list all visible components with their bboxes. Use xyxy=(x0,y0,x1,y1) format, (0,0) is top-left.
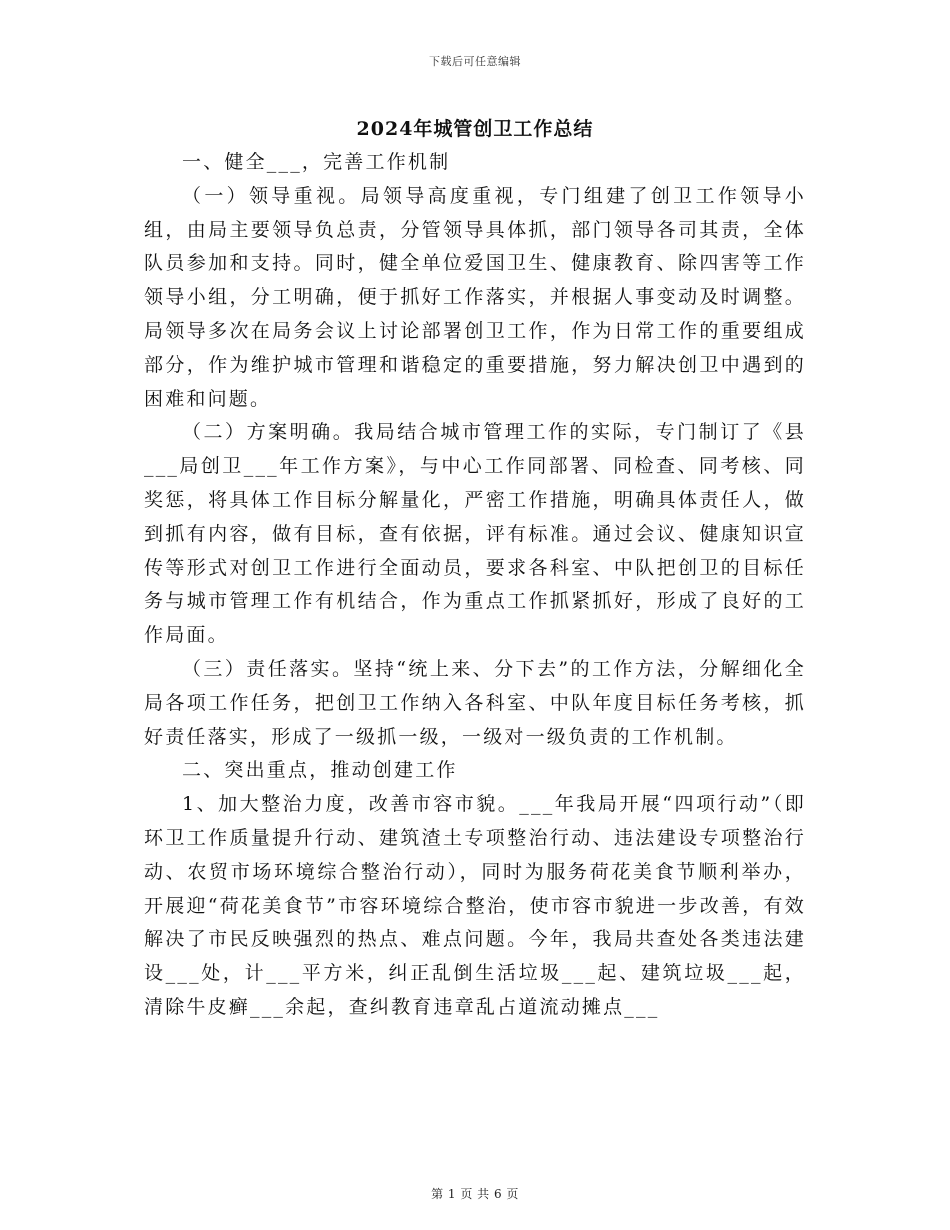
document-body xyxy=(144,146,806,1025)
document-title: 2024年城管创卫工作总结 xyxy=(356,118,594,140)
section-heading-2: 二、突出重点，推动创建工作 xyxy=(182,759,458,782)
paragraph-responsibility: （三）责任落实。坚持“统上来、分下去”的工作方法，分解细化全局各项工作任务，把创卫工作纳入各科室、中队年度目标任务考核，抓好责任落实，形成了一级抓一级，一级对一级负责的工作机制。 xyxy=(144,657,806,748)
section-heading-1: 一、健全___，完善工作机制 xyxy=(182,151,451,173)
page-footer: 第 1 页 共 6 页 xyxy=(431,1187,519,1201)
paragraph-leadership: （一）领导重视。局领导高度重视，专门组建了创卫工作领导小组，由局主要领导负总责，分管领导具体抓，部门领导各司其责，全体队员参加和支持。同时，健全单位爱国卫生、健康教育、除四害等工作领导小组，分工明确，便于抓好工作落实，并根据人事变动及时调整。局领导多次在局务会议上讨论部署创卫工作，作为日常工作的重要组成部分，作为维护城市管理和谐稳定的重要措施，努力解决创卫中遇到的困难和问题。 xyxy=(144,184,806,410)
paragraph-plan: （二）方案明确。我局结合城市管理工作的实际，专门制订了《县___局创卫___年工作方案》，与中心工作同部署、同检查、同考核、同奖惩，将具体工作目标分解量化，严密工作措施，明确具体责任人，做到抓有内容，做有目标，查有依据，评有标准。通过会议、健康知识宣传等形式对创卫工作进行全面动员，要求各科室、中队把创卫的目标任务与城市管理工作有机结合，作为重点工作抓紧抓好，形成了良好的工作局面。 xyxy=(144,421,806,647)
paragraph-rectification: 1、加大整治力度，改善市容市貌。___年我局开展“四项行动”（即环卫工作质量提升行动、建筑渣土专项整治行动、违法建设专项整治行动、农贸市场环境综合整治行动），同时为服务荷花美食节顺利举办，开展迎“荷花美食节”市容环境综合整治，使市容市貌进一步改善，有效解决了市民反映强烈的热点、难点问题。今年，我局共查处各类违法建设___处，计___平方米，纠正乱倒生活垃圾___起、建筑垃圾___起，清除牛皮癣___余起，查纠教育违章乱占道流动摊点___ xyxy=(144,793,806,1018)
header-note: 下载后可任意编辑 xyxy=(429,55,521,68)
